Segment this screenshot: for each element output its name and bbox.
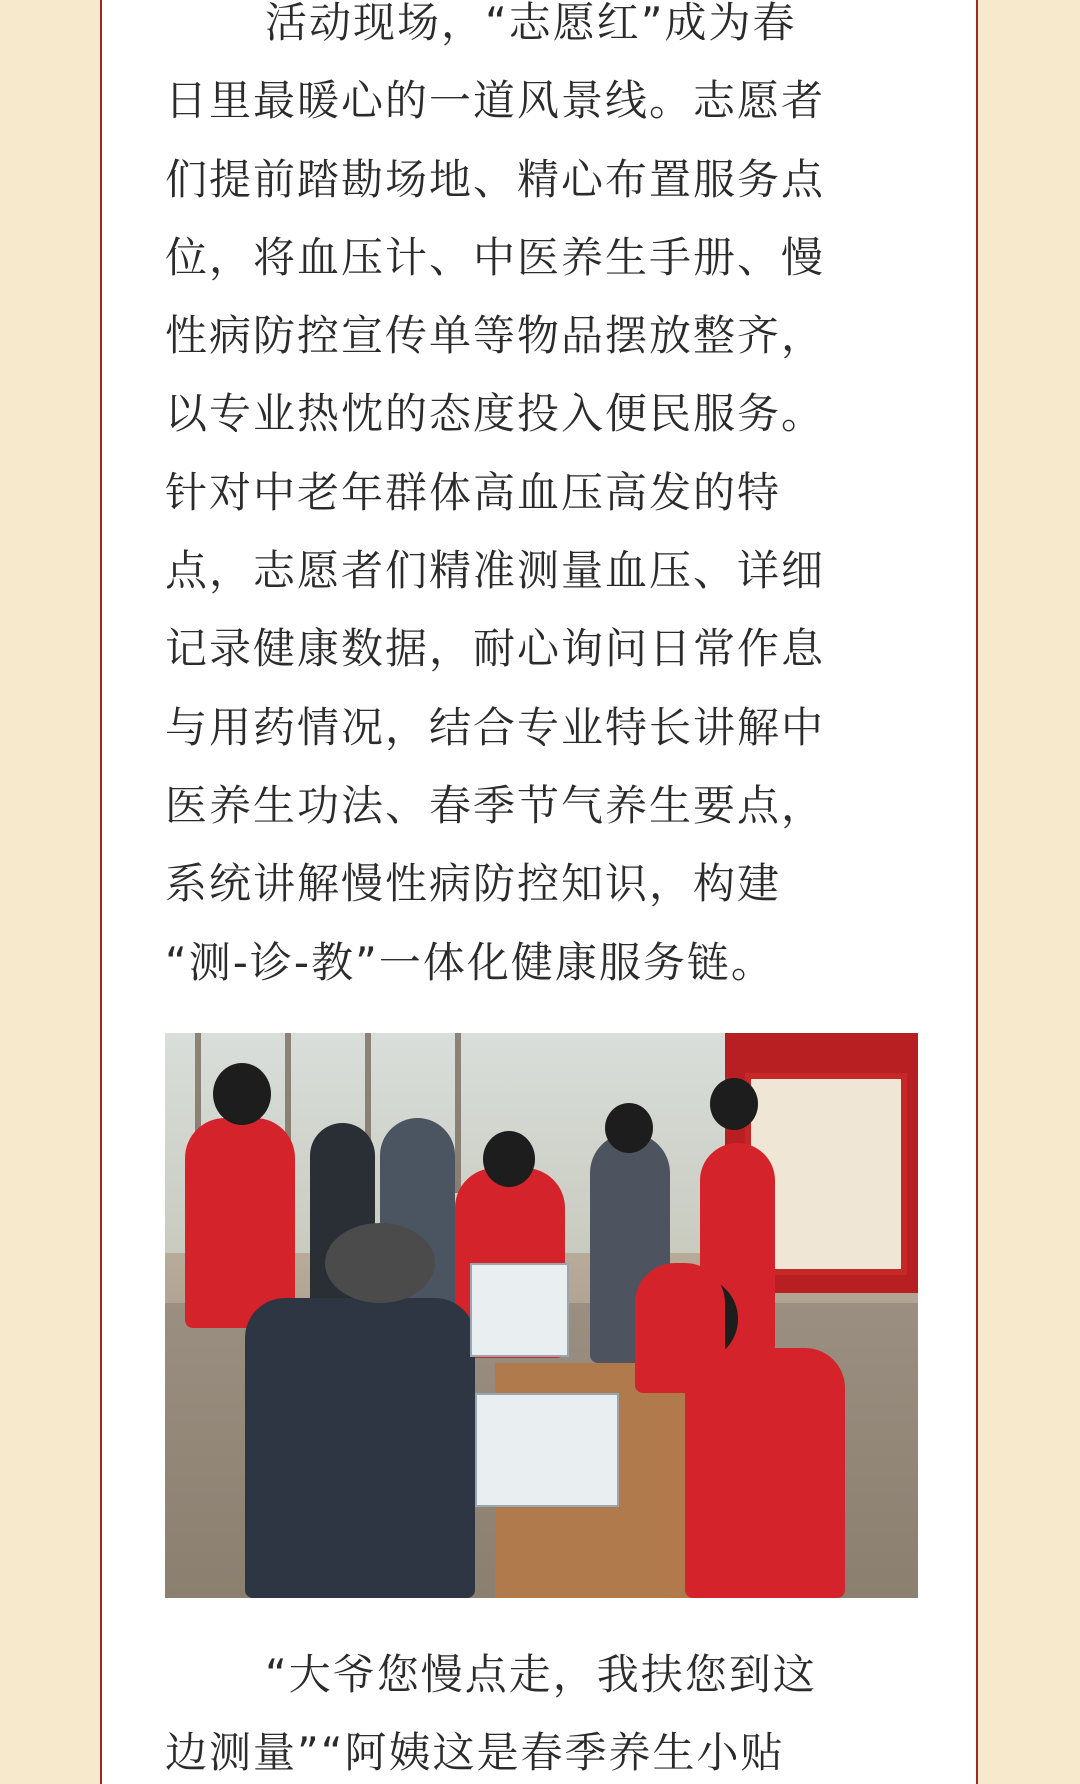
paragraph-2 <box>165 1636 915 1784</box>
volunteer-head <box>710 1078 758 1130</box>
paragraph-line: “大爷您慢点走，我扶您到这 <box>265 1650 817 1699</box>
resident-cap <box>325 1223 435 1303</box>
paragraph-line: 医养生功法、春季节气养生要点， <box>165 780 826 830</box>
volunteer-head <box>483 1131 535 1187</box>
resident-head <box>605 1103 653 1153</box>
volunteer-figure <box>635 1263 725 1393</box>
paragraph-line: 性病防控宣传单等物品摆放整齐， <box>165 311 826 361</box>
paragraph-line: 日里最暖心的一道风景线。志愿者 <box>165 76 826 126</box>
paragraph-line: 边测量”“阿姨这是春季养生小贴 <box>165 1728 785 1778</box>
volunteer-figure <box>185 1118 295 1328</box>
paragraph-line: 以专业热忱的态度投入便民服务。 <box>165 389 826 439</box>
paragraph-line: 记录健康数据，耐心询问日常作息 <box>165 624 826 674</box>
event-photo <box>165 1033 918 1598</box>
paragraph-line: 与用药情况，结合专业特长讲解中 <box>165 702 826 752</box>
paragraph-line: “测-诊-教”一体化健康服务链。 <box>165 937 775 987</box>
paragraph-line: 们提前踏勘场地、精心布置服务点 <box>165 154 826 204</box>
volunteer-head <box>213 1063 271 1125</box>
paragraph-line: 针对中老年群体高血压高发的特 <box>165 467 782 517</box>
blood-pressure-monitor <box>470 1263 569 1357</box>
blood-pressure-monitor <box>475 1393 619 1507</box>
paragraph-line: 位，将血压计、中医养生手册、慢 <box>165 232 826 282</box>
tree-trunk <box>455 1033 461 1193</box>
paragraph-1 <box>165 0 915 1002</box>
elderly-resident-figure <box>245 1298 475 1598</box>
paragraph-line: 活动现场，“志愿红”成为春 <box>265 0 797 47</box>
paragraph-line: 系统讲解慢性病防控知识，构建 <box>165 859 782 909</box>
paragraph-line: 点，志愿者们精准测量血压、详细 <box>165 546 826 596</box>
